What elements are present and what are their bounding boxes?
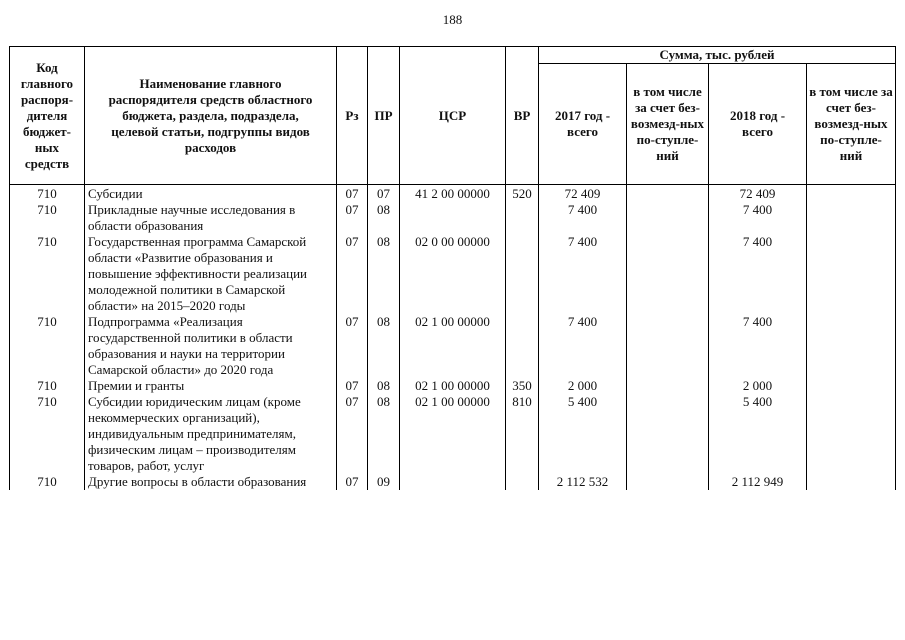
- page-number: 188: [442, 12, 463, 27]
- table-row: [10, 378, 896, 394]
- header-2018-free: в том числе за счет без-возмезд-ных по-ступле-ний: [807, 64, 896, 185]
- header-vr: ВР: [506, 47, 539, 185]
- row-2017-total: 5 400: [539, 394, 627, 474]
- row-name: Субсидии юридическим лицам (кроме некоммерческих организаций), индивидуальным предпринимателям, физическим лицам – производителям товаров, работ, услуг: [85, 394, 337, 474]
- row-csr: 02 1 00 00000: [400, 378, 506, 394]
- row-name: Подпрограмма «Реализация государственной политики в области образования и науки на территории Самарской области» до 2020 года: [85, 314, 337, 378]
- header-2017-free: в том числе за счет без-возмезд-ных по-ступле-ний: [627, 64, 709, 185]
- table-row: [10, 185, 896, 203]
- table-row: [10, 202, 896, 234]
- row-2018-free: [807, 474, 896, 490]
- row-2017-free: [627, 314, 709, 378]
- row-code: 710: [10, 474, 85, 490]
- table-body: [10, 185, 896, 491]
- row-2018-free: [807, 394, 896, 474]
- row-code: 710: [10, 202, 85, 234]
- header-rz: Рз: [337, 47, 368, 185]
- row-vr: 520: [506, 185, 539, 203]
- header-2017-total: 2017 год - всего: [539, 64, 627, 185]
- row-csr: [400, 202, 506, 234]
- row-pr: 08: [368, 378, 400, 394]
- row-pr: 08: [368, 202, 400, 234]
- row-name: Прикладные научные исследования в области образования: [85, 202, 337, 234]
- row-rz: 07: [337, 185, 368, 203]
- row-2018-total: 7 400: [709, 314, 807, 378]
- header-2018-total: 2018 год - всего: [709, 64, 807, 185]
- table-row: [10, 394, 896, 474]
- row-rz: 07: [337, 474, 368, 490]
- row-2017-total: 7 400: [539, 314, 627, 378]
- row-2017-total: 72 409: [539, 185, 627, 203]
- row-vr: 350: [506, 378, 539, 394]
- header-sum-group: Сумма, тыс. рублей: [539, 47, 896, 64]
- row-code: 710: [10, 314, 85, 378]
- row-2018-free: [807, 378, 896, 394]
- row-2018-free: [807, 314, 896, 378]
- table-row: [10, 234, 896, 314]
- header-pr: ПР: [368, 47, 400, 185]
- row-pr: 09: [368, 474, 400, 490]
- row-2017-free: [627, 378, 709, 394]
- row-vr: [506, 202, 539, 234]
- row-2017-free: [627, 474, 709, 490]
- row-2017-total: 2 000: [539, 378, 627, 394]
- row-rz: 07: [337, 202, 368, 234]
- row-2018-free: [807, 234, 896, 314]
- row-2017-free: [627, 234, 709, 314]
- row-2017-free: [627, 185, 709, 203]
- row-2017-free: [627, 394, 709, 474]
- budget-table: [9, 46, 896, 490]
- row-pr: 08: [368, 394, 400, 474]
- row-vr: [506, 314, 539, 378]
- row-pr: 08: [368, 234, 400, 314]
- row-2018-free: [807, 185, 896, 203]
- table-row: [10, 314, 896, 378]
- row-2018-free: [807, 202, 896, 234]
- table-row: [10, 474, 896, 490]
- row-csr: 02 1 00 00000: [400, 394, 506, 474]
- header-name: Наименование главного распорядителя средств областного бюджета, раздела, подраздела, целевой статьи, подгруппы видов расходов: [85, 47, 337, 185]
- row-2017-total: 2 112 532: [539, 474, 627, 490]
- row-vr: 810: [506, 394, 539, 474]
- row-name: Государственная программа Самарской области «Развитие образования и повышение эффективности реализации молодежной политики в Самарской области» на 2015–2020 годы: [85, 234, 337, 314]
- row-name: Субсидии: [85, 185, 337, 203]
- row-2017-free: [627, 202, 709, 234]
- row-2017-total: 7 400: [539, 202, 627, 234]
- row-2018-total: 7 400: [709, 202, 807, 234]
- row-2017-total: 7 400: [539, 234, 627, 314]
- row-code: 710: [10, 234, 85, 314]
- row-rz: 07: [337, 234, 368, 314]
- row-vr: [506, 474, 539, 490]
- row-2018-total: 2 112 949: [709, 474, 807, 490]
- table-header: [10, 47, 896, 185]
- row-2018-total: 2 000: [709, 378, 807, 394]
- row-csr: 02 0 00 00000: [400, 234, 506, 314]
- row-pr: 08: [368, 314, 400, 378]
- row-vr: [506, 234, 539, 314]
- row-2018-total: 5 400: [709, 394, 807, 474]
- row-pr: 07: [368, 185, 400, 203]
- row-name: Другие вопросы в области образования: [85, 474, 337, 490]
- row-csr: 41 2 00 00000: [400, 185, 506, 203]
- row-csr: [400, 474, 506, 490]
- row-code: 710: [10, 185, 85, 203]
- row-rz: 07: [337, 314, 368, 378]
- row-code: 710: [10, 394, 85, 474]
- row-name: Премии и гранты: [85, 378, 337, 394]
- row-rz: 07: [337, 394, 368, 474]
- row-rz: 07: [337, 378, 368, 394]
- header-code: Код главного распоря-дителя бюджет-ных средств: [10, 47, 85, 185]
- header-csr: ЦСР: [400, 47, 506, 185]
- row-2018-total: 7 400: [709, 234, 807, 314]
- row-csr: 02 1 00 00000: [400, 314, 506, 378]
- row-code: 710: [10, 378, 85, 394]
- row-2018-total: 72 409: [709, 185, 807, 203]
